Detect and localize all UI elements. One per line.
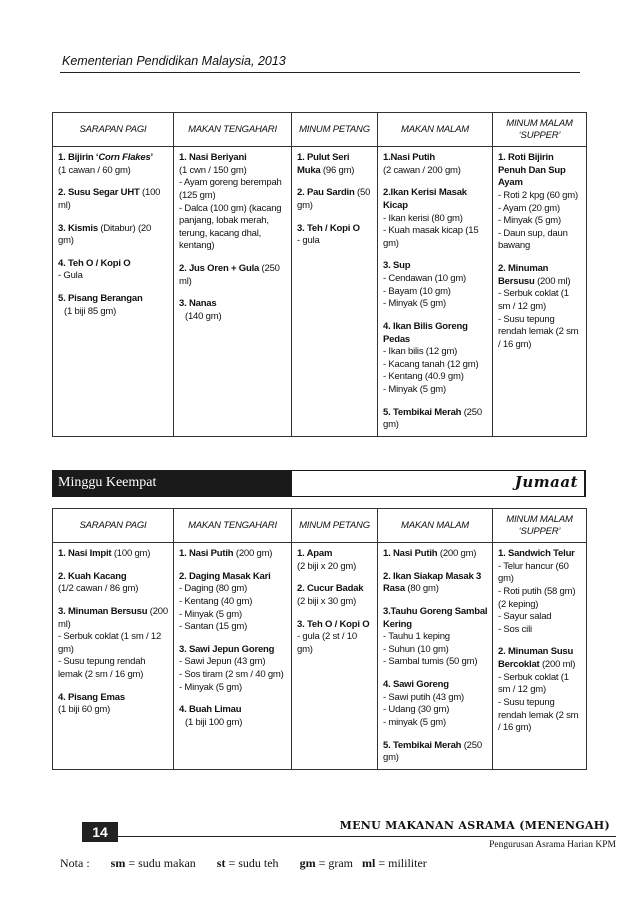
menu-item-heading <box>58 152 169 165</box>
column-header-sarapan-pagi: SARAPAN PAGI <box>53 113 174 147</box>
menu-item-title: 4. Ikan Bilis Goreng Pedas <box>383 320 468 345</box>
menu-item <box>297 187 373 212</box>
abbreviation-note <box>60 856 427 871</box>
menu-item-heading <box>498 152 582 190</box>
menu-item-quantity: (200 ml) <box>539 659 576 670</box>
menu-item-detail: - Suhun (10 gm) <box>383 643 449 655</box>
week-banner <box>52 470 586 497</box>
menu-item <box>297 548 373 573</box>
menu-item-detail: - Ayam (20 gm) <box>498 202 560 214</box>
menu-item-quantity: (Ditabur) (20 gm) <box>58 222 152 247</box>
menu-item-heading <box>58 258 169 271</box>
menu-item-detail: - Daging (80 gm) <box>179 583 248 595</box>
menu-item-title: 3. Kismis <box>58 222 98 234</box>
menu-item-detail: - Daun sup, daun bawang <box>498 227 568 252</box>
menu-item-detail: (1/2 cawan / 86 gm) <box>58 583 139 595</box>
menu-item-detail: (1 cawan / 60 gm) <box>58 164 131 176</box>
menu-item-heading <box>383 679 488 692</box>
day-label: Jumaat <box>514 473 578 491</box>
menu-item-detail: - Susu tepung rendah lemak (2 sm / 16 gm) <box>498 313 579 350</box>
menu-item-title: 3. Nanas <box>179 298 217 310</box>
menu-item-heading <box>383 571 488 596</box>
menu-item-detail: - Sos cili <box>498 623 532 635</box>
menu-item-quantity: (200 ml) <box>58 605 168 630</box>
menu-item-heading <box>58 223 169 248</box>
menu-item-heading <box>58 692 169 705</box>
menu-item <box>383 407 488 432</box>
menu-item <box>179 298 287 323</box>
menu-item-title: 4. Teh O / Kopi O <box>58 257 131 269</box>
menu-item-heading <box>383 187 488 212</box>
menu-item-detail: - Telur hancur (60 gm) <box>498 560 569 585</box>
menu-item <box>58 293 169 318</box>
menu-item-heading <box>297 187 373 212</box>
menu-item-detail: - Udang (30 gm) <box>383 704 450 716</box>
menu-item-heading <box>297 223 373 236</box>
menu-item-title: 4. Pisang Emas <box>58 691 125 703</box>
menu-item-quantity: (50 gm) <box>297 187 371 211</box>
menu-item <box>383 321 488 397</box>
menu-item-title: 2. Daging Masak Kari <box>179 570 271 582</box>
menu-item <box>498 548 582 636</box>
menu-item-heading <box>179 263 287 288</box>
menu-item-detail: (1 cwn / 150 gm) <box>179 164 247 176</box>
menu-item-title: 1. Nasi Putih <box>383 548 438 559</box>
note-meaning: = sudu makan <box>128 856 196 870</box>
menu-item-detail: - Gula <box>58 270 83 282</box>
menu-item-heading <box>383 606 488 631</box>
menu-table-2 <box>52 508 587 770</box>
note-meaning: = gram <box>318 856 353 870</box>
menu-item-title: 2. Ikan Siakap Masak 3 Rasa <box>383 570 482 595</box>
menu-item <box>58 692 169 717</box>
menu-item-quantity: (100 ml) <box>58 187 161 211</box>
menu-item-title: 5. Tembikai Merah <box>383 406 462 418</box>
menu-item-detail: - Ayam goreng berempah (125 gm) <box>179 177 282 201</box>
menu-item-detail: (2 cawan / 200 gm) <box>383 164 461 176</box>
menu-item-heading <box>179 548 287 561</box>
menu-item-heading <box>498 646 582 671</box>
menu-item <box>297 152 373 177</box>
note-prefix: Nota : <box>60 856 90 870</box>
menu-item-heading <box>297 152 373 177</box>
menu-item-heading <box>58 187 169 212</box>
menu-item-title: 3. Sup <box>383 260 411 272</box>
column-header-minum-malam: MINUM MALAM ‘SUPPER’ <box>493 509 587 543</box>
menu-item-title: 1. Apam <box>297 548 333 559</box>
menu-item <box>383 571 488 596</box>
menu-item <box>179 644 287 695</box>
menu-item <box>179 263 287 288</box>
menu-item <box>179 704 287 729</box>
menu-item <box>58 548 169 561</box>
menu-item-detail: - Cendawan (10 gm) <box>383 273 466 284</box>
menu-item <box>383 740 488 765</box>
menu-item-heading <box>179 644 287 657</box>
meal-cell-makan-tengahari <box>174 147 292 437</box>
menu-row <box>53 543 587 770</box>
meal-cell-minum-malam <box>493 147 587 437</box>
meal-cell-makan-malam <box>378 543 493 770</box>
menu-item-detail: (1 biji 85 gm) <box>64 305 117 317</box>
menu-item-detail: - minyak (5 gm) <box>383 716 446 728</box>
note-meaning: = sudu teh <box>228 856 279 870</box>
week-label: Minggu Keempat <box>58 475 157 490</box>
menu-item-quantity: (80 gm) <box>404 583 439 595</box>
menu-item <box>58 152 169 177</box>
document-header: Kementerian Pendidikan Malaysia, 2013 <box>62 54 286 68</box>
menu-item-detail: - Ikan bilis (12 gm) <box>383 346 458 358</box>
menu-item-title: 2. Minuman Susu Bercoklat <box>498 646 574 670</box>
column-header-minum-petang: MINUM PETANG <box>292 509 378 543</box>
menu-item-title: 1. Nasi Impit <box>58 548 112 559</box>
menu-item-detail: - Roti putih (58 gm) (2 keping) <box>498 585 576 610</box>
menu-item-title: 2. Jus Oren + Gula <box>179 263 260 274</box>
menu-item <box>58 606 169 682</box>
menu-item-heading <box>383 321 488 346</box>
menu-item-detail: - Santan (15 gm) <box>179 621 248 633</box>
menu-item-title: 1. Sandwich Telur <box>498 548 575 559</box>
meal-cell-minum-malam <box>493 543 587 770</box>
column-header-minum-petang: MINUM PETANG <box>292 113 378 147</box>
menu-item-heading <box>179 571 287 584</box>
column-header-sarapan-pagi: SARAPAN PAGI <box>53 509 174 543</box>
menu-item-heading <box>383 407 488 432</box>
menu-item-detail: - Kacang tanah (12 gm) <box>383 358 479 370</box>
menu-item-title-end: ’ <box>150 152 153 163</box>
menu-item-title: 1.Nasi Putih <box>383 152 435 163</box>
menu-item <box>297 619 373 657</box>
menu-item-detail: (2 biji x 20 gm) <box>297 560 357 572</box>
menu-item-detail: - Sambal tumis (50 gm) <box>383 656 478 668</box>
menu-item-detail: - Minyak (5 gm) <box>179 608 242 620</box>
menu-item-detail: - Bayam (10 gm) <box>383 285 451 297</box>
menu-item-heading <box>58 548 169 561</box>
menu-item-detail: - Minyak (5 gm) <box>179 681 242 693</box>
menu-item-quantity: (100 gm) <box>111 548 151 559</box>
menu-item-detail: - Susu tepung rendah lemak (2 sm / 16 gm) <box>58 656 146 680</box>
menu-item <box>297 223 373 248</box>
menu-item-detail: - Kentang (40.9 gm) <box>383 371 464 383</box>
menu-item-title: 1. Roti Bijirin Penuh Dan Sup Ayam <box>498 152 566 189</box>
menu-item-quantity: (200 gm) <box>437 548 477 559</box>
menu-item-quantity: (200 ml) <box>534 275 571 287</box>
menu-item-detail: - Dalca (100 gm) (kacang panjang, lobak merah, terung, kacang dhal, kentang) <box>179 202 282 252</box>
menu-item-detail: - Serbuk coklat (1 sm / 12 gm) <box>498 288 569 312</box>
menu-item-heading <box>383 740 488 765</box>
menu-item-title: 4. Sawi Goreng <box>383 679 449 690</box>
day-box <box>292 471 584 496</box>
note-abbr: ml <box>362 856 376 870</box>
menu-item-heading <box>383 260 488 273</box>
menu-item-detail: - gula <box>297 235 320 247</box>
menu-item-title: 2. Susu Segar UHT <box>58 187 140 199</box>
column-header-row <box>53 509 587 543</box>
menu-item-title: 2. Pau Sardin <box>297 187 355 199</box>
menu-item-detail: - Ikan kerisi (80 gm) <box>383 212 463 224</box>
menu-item-detail: - Sawi putih (43 gm) <box>383 691 465 703</box>
menu-table-1 <box>52 112 587 437</box>
menu-item-title: 1. Pulut Seri Muka <box>297 152 350 176</box>
menu-item-title: 5. Tembikai Merah <box>383 739 462 751</box>
menu-item-quantity: (250 gm) <box>383 739 482 764</box>
menu-item-detail: (1 biji 100 gm) <box>185 716 243 728</box>
meal-cell-minum-petang <box>292 147 378 437</box>
menu-item-detail: - Sos tiram (2 sm / 40 gm) <box>179 669 284 680</box>
footer-subtitle: Pengurusan Asrama Harian KPM <box>489 840 616 850</box>
menu-item-title: 2. Minuman Bersusu <box>498 263 549 287</box>
menu-item-title: 2. Cucur Badak <box>297 583 364 595</box>
menu-item <box>297 583 373 608</box>
menu-row <box>53 147 587 437</box>
menu-item <box>383 606 488 669</box>
menu-item-detail: - Minyak (5 gm) <box>383 384 446 395</box>
column-header-minum-malam: MINUM MALAM ‘SUPPER’ <box>493 113 587 147</box>
menu-item-title: 3. Teh O / Kopi O <box>297 618 370 630</box>
menu-item-quantity: (250 gm) <box>383 406 482 431</box>
menu-item-title: 2. Kuah Kacang <box>58 570 127 582</box>
menu-item-heading <box>58 606 169 631</box>
footer-title: MENU MAKANAN ASRAMA (MENENGAH) <box>339 819 610 832</box>
menu-item-detail: (2 biji x 30 gm) <box>297 595 357 607</box>
menu-item-title: 4. Buah Limau <box>179 704 242 716</box>
menu-item <box>179 571 287 634</box>
menu-item-quantity: (250 ml) <box>179 263 280 287</box>
menu-item-heading <box>58 571 169 584</box>
menu-item-detail: - Susu tepung rendah lemak (2 sm / 16 gm) <box>498 696 579 734</box>
menu-item-detail: - Serbuk coklat (1 sm / 12 gm) <box>498 671 569 696</box>
meal-cell-sarapan-pagi <box>53 543 174 770</box>
menu-item-title: 3. Minuman Bersusu <box>58 605 148 617</box>
menu-item-detail: - Kuah masak kicap (15 gm) <box>383 225 479 249</box>
menu-item-heading <box>383 548 488 561</box>
menu-item-title: 3. Sawi Jepun Goreng <box>179 643 275 655</box>
menu-item-title: 2.Ikan Kerisi Masak Kicap <box>383 187 467 211</box>
menu-item-detail: - Minyak (5 gm) <box>383 298 446 310</box>
menu-item <box>498 152 582 253</box>
meal-cell-minum-petang <box>292 543 378 770</box>
menu-item <box>383 152 488 177</box>
menu-item-heading <box>297 548 373 561</box>
meal-cell-sarapan-pagi <box>53 147 174 437</box>
header-divider <box>60 72 580 73</box>
menu-item <box>179 548 287 561</box>
column-header-makan-tengahari: MAKAN TENGAHARI <box>174 509 292 543</box>
menu-item-quantity: (200 gm) <box>233 548 273 559</box>
meal-cell-makan-tengahari <box>174 543 292 770</box>
note-abbr: gm <box>299 856 316 870</box>
menu-item-heading <box>179 298 287 311</box>
menu-item-title: 1. Bijirin ‘ <box>58 152 99 163</box>
menu-item <box>383 260 488 311</box>
menu-item-title-italic: Corn Flakes <box>98 152 151 163</box>
menu-item-detail: - gula (2 st / 10 gm) <box>297 631 357 655</box>
menu-item-detail: - Kentang (40 gm) <box>179 595 253 607</box>
note-meaning: = mililiter <box>378 856 427 870</box>
column-header-makan-malam: MAKAN MALAM <box>378 509 493 543</box>
menu-item-detail: - Sawi Jepun (43 gm) <box>179 656 266 668</box>
column-header-makan-malam: MAKAN MALAM <box>378 113 493 147</box>
menu-item-title: 1. Nasi Putih <box>179 548 234 559</box>
menu-item-detail: - Sayur salad <box>498 611 552 623</box>
menu-item <box>58 187 169 212</box>
column-header-row <box>53 113 587 147</box>
menu-item-heading <box>498 548 582 561</box>
menu-item <box>58 258 169 283</box>
menu-item-heading <box>383 152 488 165</box>
menu-item <box>383 679 488 730</box>
menu-item-quantity: (96 gm) <box>320 164 355 176</box>
menu-item-detail: - Roti 2 kpg (60 gm) <box>498 189 578 201</box>
menu-item-heading <box>297 619 373 632</box>
menu-item-title: 3. Teh / Kopi O <box>297 222 360 234</box>
menu-item-title: 3.Tauhu Goreng Sambal Kering <box>383 605 488 630</box>
meal-cell-makan-malam <box>378 147 493 437</box>
menu-item-heading <box>297 583 373 596</box>
menu-item-detail: - Serbuk coklat (1 sm / 12 gm) <box>58 631 162 655</box>
page-number: 14 <box>82 822 118 842</box>
note-abbr: st <box>216 856 226 870</box>
menu-item-detail: - Tauhu 1 keping <box>383 631 450 643</box>
menu-item-detail: (1 biji 60 gm) <box>58 704 111 716</box>
menu-item <box>498 263 582 351</box>
menu-item-title: 5. Pisang Berangan <box>58 293 143 304</box>
menu-item-detail: (140 gm) <box>185 310 222 322</box>
menu-item-title: 1. Nasi Beriyani <box>179 152 247 163</box>
menu-item <box>383 548 488 561</box>
menu-item <box>498 646 582 734</box>
menu-item <box>58 571 169 596</box>
menu-item-heading <box>58 293 169 306</box>
note-abbr: sm <box>110 856 126 870</box>
column-header-makan-tengahari: MAKAN TENGAHARI <box>174 113 292 147</box>
menu-item <box>58 223 169 248</box>
footer-divider <box>118 836 616 837</box>
menu-item-detail: - Minyak (5 gm) <box>498 215 561 227</box>
menu-item-heading <box>498 263 582 288</box>
menu-item <box>179 152 287 253</box>
menu-item-heading <box>179 704 287 717</box>
menu-item <box>383 187 488 250</box>
menu-item-heading <box>179 152 287 165</box>
